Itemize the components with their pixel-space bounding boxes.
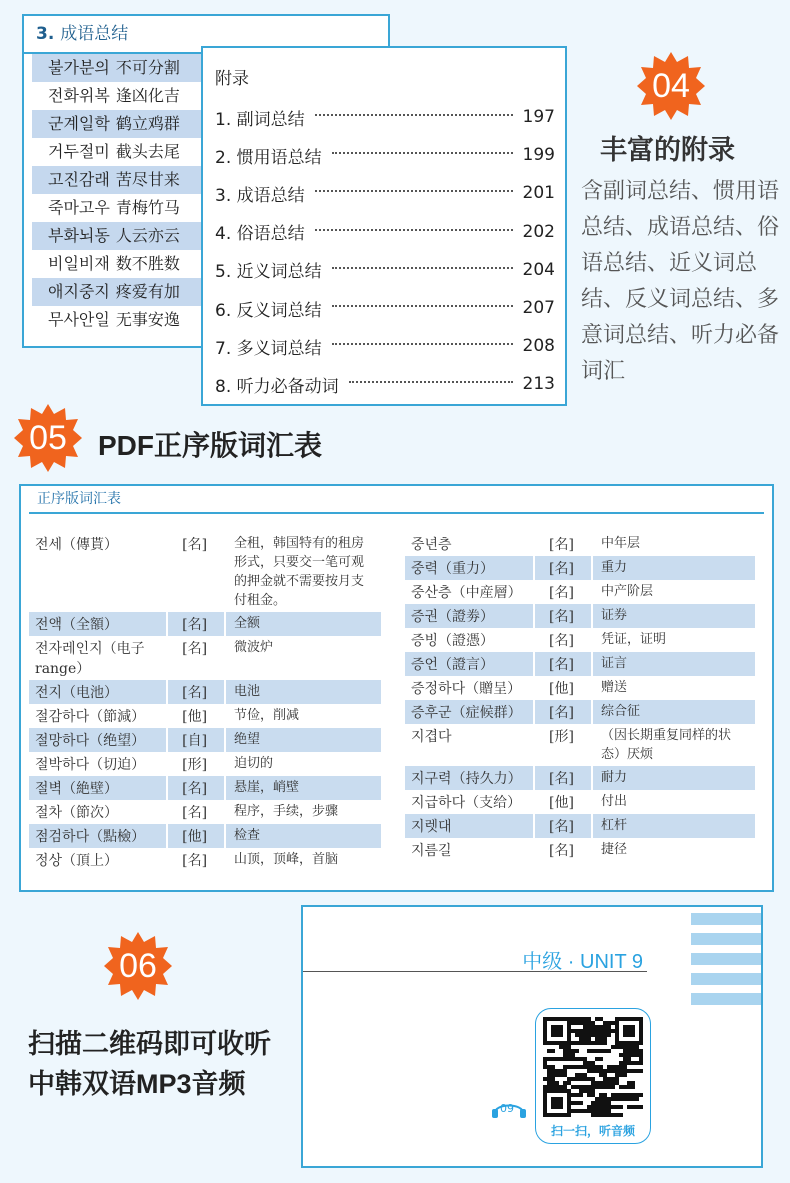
- qr-code-icon: [543, 1017, 643, 1117]
- leader-dots: [315, 114, 513, 116]
- vocab-row: [405, 580, 757, 604]
- vocab-row: [29, 612, 381, 636]
- leader-dots: [332, 267, 513, 269]
- vocab-meaning: 综合征: [593, 700, 755, 724]
- track-number: 09: [500, 1102, 514, 1115]
- appendix-toc: [201, 46, 567, 406]
- vocab-meaning: 证券: [593, 604, 755, 628]
- toc-label: 1. 副词总结: [215, 109, 305, 130]
- vocab-row: [29, 824, 381, 848]
- vocab-row: [29, 800, 381, 824]
- vocab-word: 중력（重力）: [405, 556, 533, 580]
- toc-page: 204: [522, 259, 555, 280]
- feature-title: PDF正序版词汇表: [98, 430, 323, 461]
- vocab-row: [405, 652, 757, 676]
- toc-page: 208: [522, 336, 555, 357]
- vocab-part-of-speech: [名]: [549, 633, 574, 649]
- vocab-part-of-speech: [名]: [168, 776, 224, 800]
- vocab-word: 절차（節次）: [35, 805, 119, 821]
- vocab-meaning: 重力: [593, 556, 755, 580]
- vocab-meaning: 电池: [226, 680, 381, 704]
- vocab-part-of-speech: [名]: [182, 641, 208, 657]
- toc-entry[interactable]: [215, 105, 555, 129]
- feature-number: 06: [119, 947, 157, 985]
- vocab-row: [405, 700, 757, 724]
- vocab-row: [405, 724, 757, 766]
- vocab-meaning: 中产阶层: [601, 584, 654, 599]
- vocab-row: [29, 680, 381, 704]
- audio-track-icon[interactable]: [489, 1097, 529, 1121]
- vocab-part-of-speech: [名]: [182, 853, 208, 869]
- idiom-chinese: 青梅竹马: [115, 198, 180, 217]
- toc-entry[interactable]: [215, 258, 555, 282]
- unit-label: 中级 · UNIT 9: [522, 951, 643, 973]
- vocab-row: [405, 838, 757, 862]
- vocab-row: [29, 704, 381, 728]
- toc-label: 6. 反义词总结: [215, 300, 322, 321]
- idiom-chinese: 人云亦云: [115, 226, 180, 245]
- vocab-meaning: 悬崖，峭壁: [226, 776, 381, 800]
- vocab-meaning: 付出: [601, 794, 628, 809]
- vocab-meaning: 迫切的: [233, 756, 273, 771]
- vocab-word: 절벽（絶壁）: [29, 776, 166, 800]
- vocab-word: 절망하다（绝望）: [29, 728, 166, 752]
- vocab-meaning: 全租，韩国特有的租房形式，只要交一笔可观的押金就不需要按月支付租金。: [233, 536, 364, 608]
- vocab-meaning: 山顶，顶峰，首脑: [233, 852, 338, 867]
- vocab-part-of-speech: [名]: [535, 652, 591, 676]
- vocab-word: 중년층: [411, 537, 452, 553]
- vocab-part-of-speech: [他]: [182, 709, 208, 725]
- vocab-row: [405, 532, 757, 556]
- leader-dots: [332, 343, 513, 345]
- vocabulary-table-title: 正序版词汇表: [29, 486, 764, 514]
- divider: [303, 971, 647, 972]
- idiom-korean: 비일비재: [48, 254, 110, 273]
- toc-page: 207: [522, 298, 555, 318]
- vocab-word: 절감하다（節減）: [35, 709, 146, 725]
- vocab-part-of-speech: [他]: [168, 824, 224, 848]
- vocab-row: [405, 790, 757, 814]
- vocab-word: 정상（頂上）: [35, 853, 119, 869]
- idiom-chinese: 苦尽甘来: [115, 170, 180, 189]
- vocab-part-of-speech: [他]: [549, 681, 574, 697]
- vocab-word: 전자레인지（电子range）: [35, 641, 145, 677]
- vocab-meaning: 绝望: [226, 728, 381, 752]
- vocab-word: 지렛대: [405, 814, 533, 838]
- idioms-card-title: 3. 成语总结: [24, 16, 388, 54]
- feature-description: 含副词总结、惯用语总结、成语总结、俗语总结、近义词总结、反义词总结、多意词总结、听力必备词汇: [581, 179, 780, 384]
- idiom-korean: 죽마고우: [48, 198, 110, 217]
- vocab-word: 지겹다: [411, 729, 452, 745]
- vocab-word: 증빙（證憑）: [411, 633, 495, 649]
- vocab-part-of-speech: [形]: [182, 757, 208, 773]
- qr-code[interactable]: [535, 1008, 651, 1144]
- idiom-korean: 부화뇌동: [48, 226, 110, 245]
- vocab-meaning: 检查: [226, 824, 381, 848]
- audio-card: [301, 905, 763, 1168]
- vocab-row: [29, 776, 381, 800]
- feature-badge-05: [14, 404, 82, 472]
- feature-number: 05: [29, 419, 67, 457]
- leader-dots: [349, 381, 513, 383]
- vocab-meaning: 凭证，证明: [601, 632, 667, 647]
- vocab-meaning: 全额: [226, 612, 381, 636]
- feature-title: 丰富的附录: [600, 135, 735, 166]
- idiom-korean: 거두절미: [48, 142, 110, 161]
- toc-page: 197: [522, 107, 555, 127]
- vocab-row: [405, 556, 757, 580]
- toc-entry[interactable]: [215, 372, 555, 396]
- toc-label: 4. 俗语总结: [215, 224, 305, 245]
- vocab-part-of-speech: [名]: [168, 612, 224, 636]
- vocab-row: [405, 604, 757, 628]
- vocab-word: 전세（傳貰）: [35, 537, 119, 553]
- qr-caption: 扫一扫，听音频: [550, 1124, 635, 1138]
- toc-entry[interactable]: [215, 296, 555, 320]
- vocab-part-of-speech: [他]: [549, 795, 574, 811]
- leader-dots: [315, 229, 513, 231]
- vocab-row: [29, 752, 381, 776]
- vocab-row: [405, 628, 757, 652]
- vocab-part-of-speech: [名]: [168, 680, 224, 704]
- vocab-word: 중산층（中産層）: [411, 585, 522, 601]
- vocab-part-of-speech: [名]: [549, 585, 574, 601]
- leader-dots: [332, 152, 513, 154]
- feature-badge-06: [104, 932, 172, 1000]
- vocab-word: 지급하다（支给）: [411, 795, 522, 811]
- vocab-word: 전지（电池）: [29, 680, 166, 704]
- vocab-row: [29, 728, 381, 752]
- vocab-meaning: 赠送: [601, 680, 628, 695]
- vocab-meaning: 证言: [593, 652, 755, 676]
- vocab-part-of-speech: [名]: [535, 766, 591, 790]
- vocab-meaning: 节俭，削减: [233, 708, 299, 723]
- vocabulary-column-right: [405, 532, 757, 862]
- vocab-part-of-speech: [名]: [549, 537, 574, 553]
- toc-entry[interactable]: [215, 143, 555, 167]
- toc-label: 5. 近义词总结: [215, 262, 322, 283]
- vocab-word: 지름길: [411, 843, 452, 859]
- toc-entry[interactable]: [215, 220, 555, 244]
- vocab-meaning: 程序，手续，步骤: [233, 804, 338, 819]
- toc-label: 2. 惯用语总结: [215, 147, 322, 168]
- idiom-chinese: 无事安逸: [115, 310, 180, 329]
- idiom-korean: 고진감래: [48, 170, 110, 189]
- idiom-chinese: 疼爱有加: [115, 282, 180, 301]
- feature-number: 04: [652, 67, 690, 105]
- vocab-row: [405, 766, 757, 790]
- vocab-row: [29, 532, 381, 612]
- vocab-word: 지구력（持久力）: [405, 766, 533, 790]
- toc-label: 3. 成语总结: [215, 185, 305, 206]
- idiom-chinese: 不可分割: [115, 58, 180, 77]
- vocab-row: [29, 636, 381, 680]
- vocabulary-column-left: [29, 532, 381, 872]
- vocab-part-of-speech: [名]: [535, 556, 591, 580]
- vocab-part-of-speech: [名]: [535, 700, 591, 724]
- decorative-stripes: [691, 913, 761, 1013]
- toc-page: 213: [522, 374, 555, 395]
- idiom-chinese: 数不胜数: [115, 254, 180, 273]
- vocab-part-of-speech: [名]: [549, 843, 574, 859]
- vocab-meaning: 杠杆: [593, 814, 755, 838]
- appendix-title: 附录: [215, 69, 249, 89]
- toc-page: 199: [522, 145, 555, 166]
- toc-label: 7. 多义词总结: [215, 338, 322, 359]
- vocab-part-of-speech: [形]: [549, 729, 574, 745]
- vocab-word: 증권（證劵）: [405, 604, 533, 628]
- vocab-word: 증언（證言）: [405, 652, 533, 676]
- feature-title: 扫描二维码即可收听 中韩双语MP3音频: [28, 1029, 271, 1099]
- vocab-meaning: 微波炉: [233, 640, 273, 655]
- vocab-word: 절박하다（切迫）: [35, 757, 146, 773]
- vocab-row: [29, 848, 381, 872]
- leader-dots: [315, 190, 513, 192]
- vocab-row: [405, 814, 757, 838]
- toc-page: 201: [522, 183, 555, 204]
- vocab-meaning: 耐力: [593, 766, 755, 790]
- toc-page: 202: [522, 221, 555, 242]
- feature-badge-04: [637, 52, 705, 120]
- idiom-korean: 전화위복: [48, 86, 110, 105]
- idiom-korean: 애지중지: [48, 282, 110, 301]
- toc-entry[interactable]: [215, 181, 555, 205]
- vocab-meaning: 中年层: [601, 536, 641, 551]
- idiom-chinese: 截头去尾: [115, 142, 180, 161]
- leader-dots: [332, 305, 513, 307]
- vocabulary-table: [19, 484, 774, 892]
- vocab-part-of-speech: [名]: [535, 604, 591, 628]
- idiom-chinese: 逢凶化吉: [115, 86, 180, 105]
- idiom-korean: 무사안일: [48, 310, 110, 329]
- vocab-word: 전액（全額）: [29, 612, 166, 636]
- vocab-part-of-speech: [自]: [168, 728, 224, 752]
- toc-label: 8. 听力必备动词: [215, 376, 339, 397]
- vocab-part-of-speech: [名]: [535, 814, 591, 838]
- vocab-part-of-speech: [名]: [182, 537, 208, 553]
- idiom-chinese: 鹤立鸡群: [115, 114, 180, 133]
- vocab-word: 증정하다（贈呈）: [411, 681, 522, 697]
- idiom-korean: 불가분의: [48, 58, 110, 77]
- idiom-korean: 군계일학: [48, 114, 110, 133]
- toc-entry[interactable]: [215, 334, 555, 358]
- vocab-meaning: 捷径: [601, 842, 628, 857]
- vocab-meaning: （因长期重复同样的状态）厌烦: [601, 728, 732, 762]
- vocab-word: 증후군（症候群）: [405, 700, 533, 724]
- vocab-row: [405, 676, 757, 700]
- vocab-word: 점검하다（點檢）: [29, 824, 166, 848]
- vocab-part-of-speech: [名]: [182, 805, 208, 821]
